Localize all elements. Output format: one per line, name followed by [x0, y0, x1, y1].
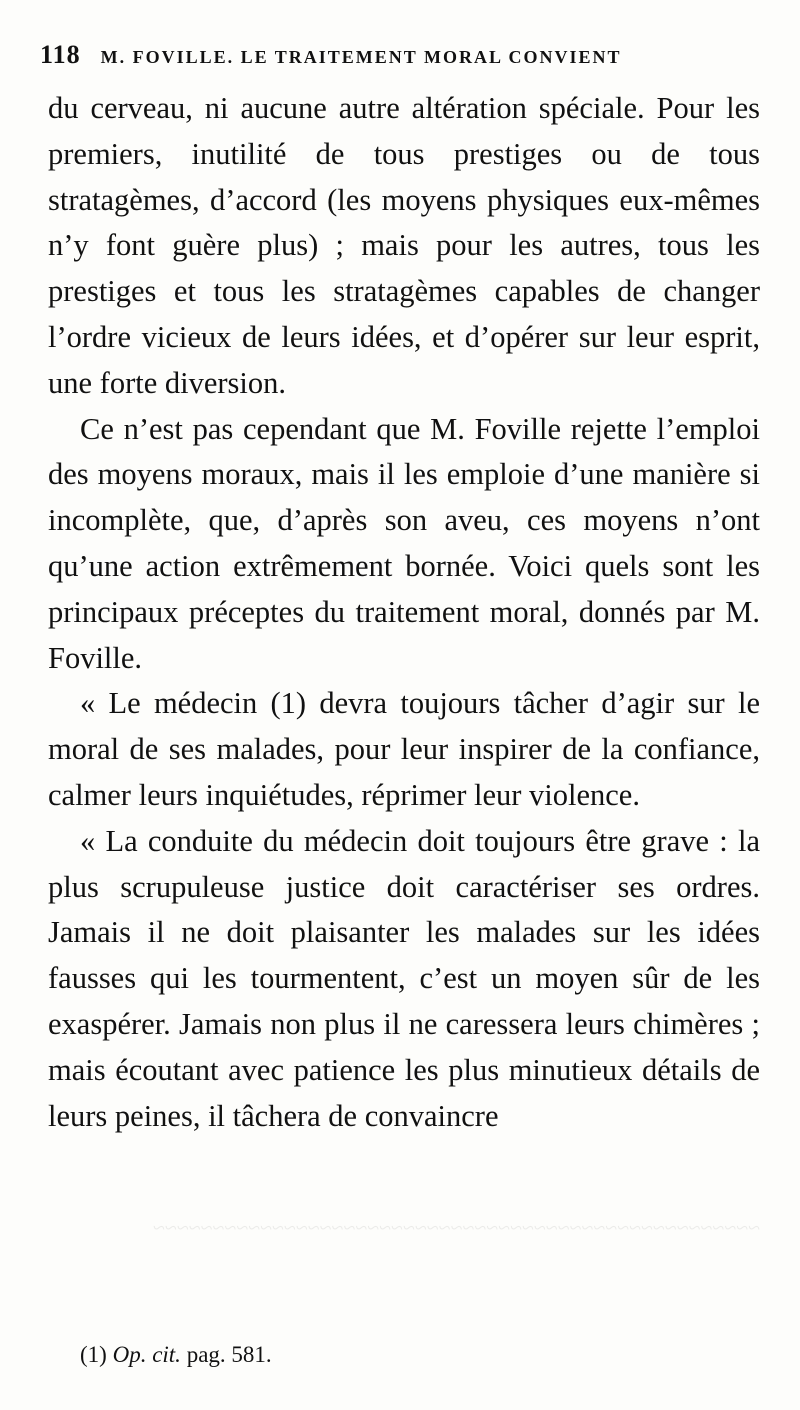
- footnote-reference: Op. cit.: [112, 1342, 181, 1367]
- paragraph-3: « Le médecin (1) devra toujours tâcher d’agir sur le moral de ses malades, pour leur inspirer de la confiance, calmer leurs inquiétudes, réprimer leur violence.: [48, 686, 760, 812]
- running-head: M. FOVILLE. LE TRAITEMENT MORAL CONVIENT: [100, 47, 622, 67]
- page-header: [40, 40, 760, 76]
- show-through-text: ~~~~~~~~~~~~~~~~~~~~~~~~~~~~~~~~~~~~~~~~~~~~~~~~~~~: [152, 1215, 760, 1240]
- paragraph-1: du cerveau, ni aucune autre altération spéciale. Pour les premiers, inutilité de tous prestiges ou de tous stratagèmes, d’accord (les moyens physiques eux-mêmes n’y font guère plus) ; mais pour les autres, tous les prestiges et tous les stratagèmes capables de changer l’ordre vicieux de leurs idées, et d’opérer sur leur esprit, une forte diversion.: [48, 91, 760, 400]
- paragraph-4: « La conduite du médecin doit toujours être grave : la plus scrupuleuse justice doit caractériser ses ordres. Jamais il ne doit plaisanter les malades sur les idées fausses qui les tourmentent, c’est un moyen sûr de les exaspérer. Jamais non plus il ne caressera leurs chimères ; mais écoutant avec patience les plus minutieux détails de leurs peines, il tâchera de convaincre: [48, 823, 760, 1133]
- page-number: 118: [40, 40, 81, 69]
- footnote-page: pag. 581.: [186, 1342, 272, 1367]
- body-text: [48, 86, 760, 1139]
- footnote: [80, 1340, 272, 1370]
- footnote-marker: (1): [80, 1342, 107, 1367]
- paragraph-2: Ce n’est pas cependant que M. Foville rejette l’emploi des moyens moraux, mais il les emploie d’une manière si incomplète, que, d’après son aveu, ces moyens n’ont qu’une action extrêmement bornée. Voici quels sont les principaux préceptes du traitement moral, donnés par M. Foville.: [48, 411, 760, 675]
